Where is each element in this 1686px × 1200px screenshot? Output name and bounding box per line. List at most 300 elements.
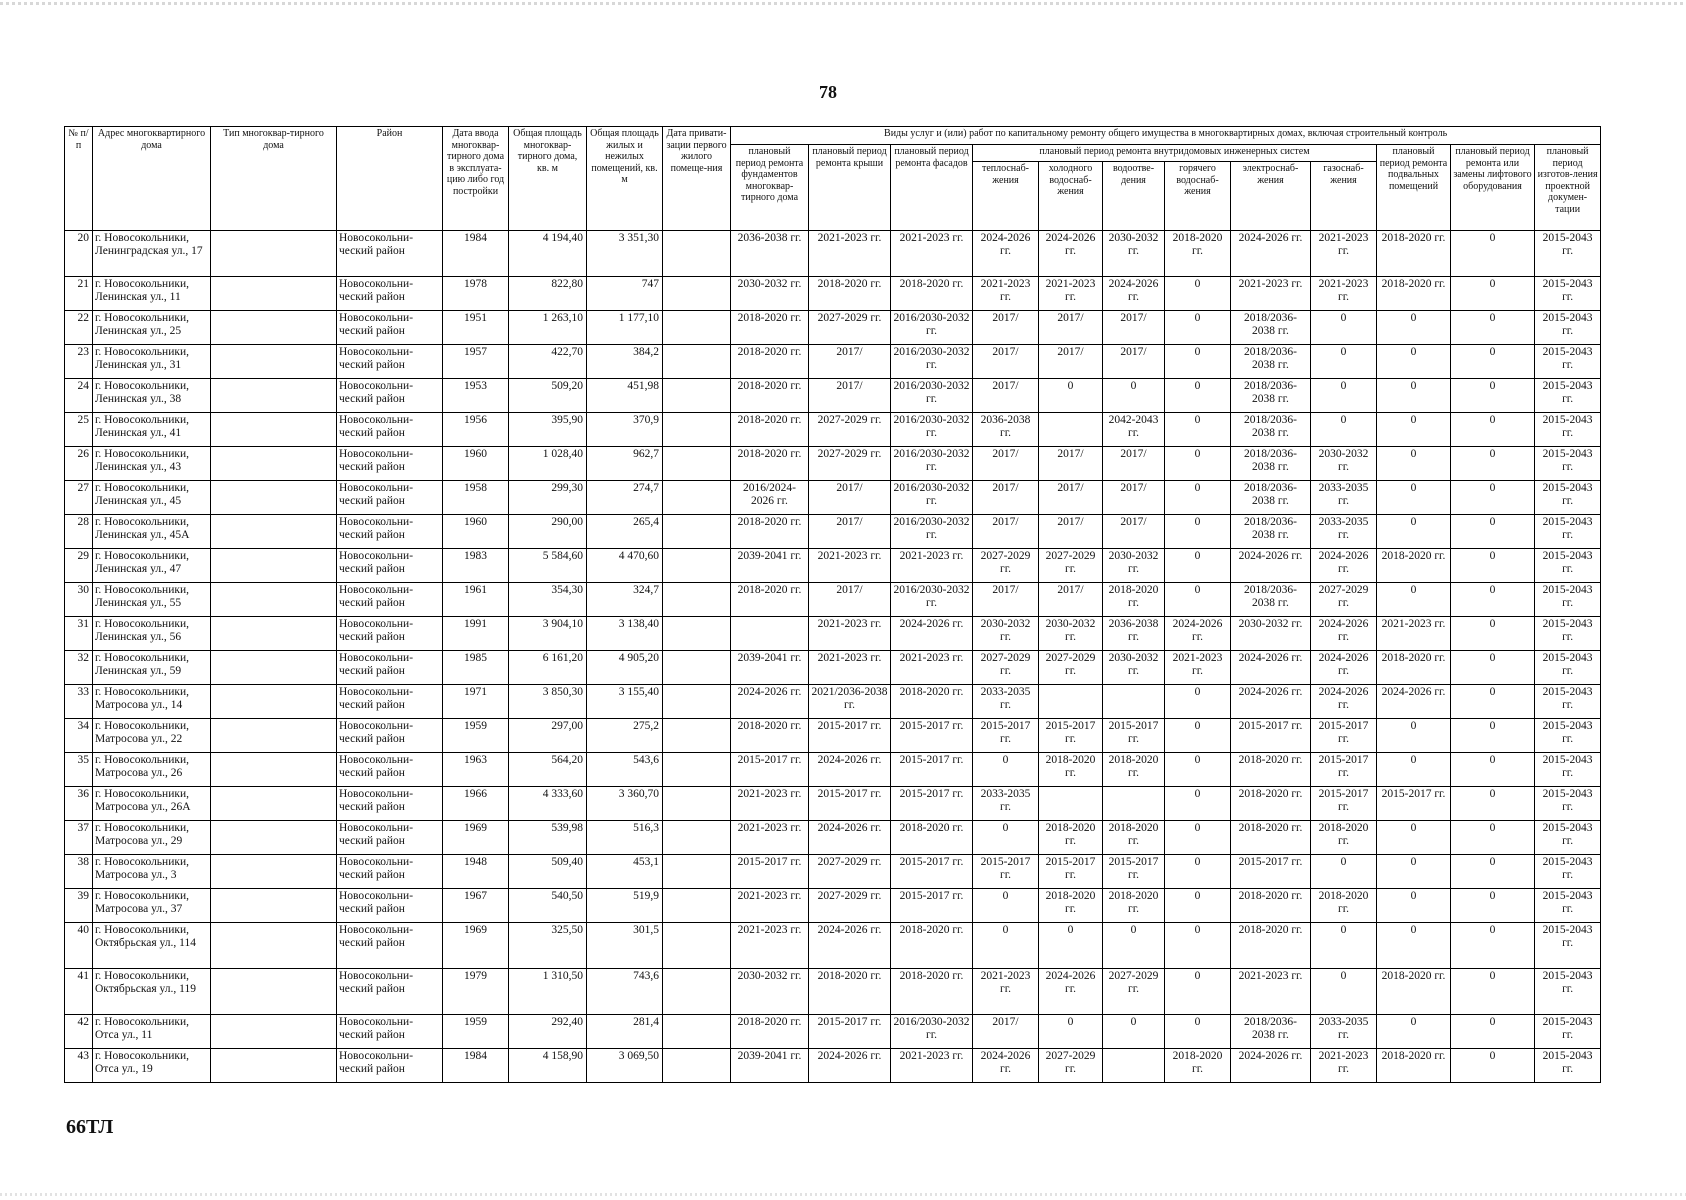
- cell-roof: 2024-2026 гг.: [809, 1049, 891, 1083]
- page-number: 78: [819, 82, 837, 102]
- cell-facade: 2016/2030-2032 гг.: [891, 379, 973, 413]
- cell-design-docs: 2015-2043 гг.: [1535, 379, 1601, 413]
- cell-type: [211, 277, 337, 311]
- cell-living-area: 451,98: [587, 379, 663, 413]
- cell-sewer: 2015-2017 гг.: [1103, 719, 1165, 753]
- cell-type: [211, 481, 337, 515]
- cell-privatization: [663, 969, 731, 1015]
- cell-privatization: [663, 753, 731, 787]
- cell-cold-water: 2024-2026 гг.: [1039, 231, 1103, 277]
- cell-address: г. Новосокольники, Матросова ул., 14: [93, 685, 211, 719]
- cell-gas: 0: [1311, 855, 1377, 889]
- cell-roof: 2018-2020 гг.: [809, 969, 891, 1015]
- cell-district: Новосокольни-ческий район: [337, 583, 443, 617]
- cell-hot-water: 0: [1165, 549, 1231, 583]
- cell-total-area: 4 158,90: [509, 1049, 587, 1083]
- cell-gas: 2015-2017 гг.: [1311, 719, 1377, 753]
- cell-year: 1983: [443, 549, 509, 583]
- cell-district: Новосокольни-ческий район: [337, 787, 443, 821]
- cell-address: г. Новосокольники, Отса ул., 19: [93, 1049, 211, 1083]
- cell-facade: 2018-2020 гг.: [891, 969, 973, 1015]
- row-number: 20: [65, 231, 93, 277]
- cell-electric: 2021-2023 гг.: [1231, 277, 1311, 311]
- cell-roof: 2015-2017 гг.: [809, 787, 891, 821]
- cell-elevator: 0: [1451, 855, 1535, 889]
- cell-type: [211, 379, 337, 413]
- cell-cold-water: 2021-2023 гг.: [1039, 277, 1103, 311]
- cell-heating: 2027-2029 гг.: [973, 651, 1039, 685]
- cell-cold-water: 2018-2020 гг.: [1039, 753, 1103, 787]
- row-number: 25: [65, 413, 93, 447]
- cell-electric: 2018-2020 гг.: [1231, 753, 1311, 787]
- cell-roof: 2015-2017 гг.: [809, 719, 891, 753]
- cell-roof: 2024-2026 гг.: [809, 821, 891, 855]
- cell-district: Новосокольни-ческий район: [337, 515, 443, 549]
- cell-total-area: 422,70: [509, 345, 587, 379]
- cell-hot-water: 0: [1165, 753, 1231, 787]
- cell-elevator: 0: [1451, 311, 1535, 345]
- cell-privatization: [663, 379, 731, 413]
- cell-total-area: 540,50: [509, 889, 587, 923]
- cell-privatization: [663, 617, 731, 651]
- cell-total-area: 292,40: [509, 1015, 587, 1049]
- cell-basement: 0: [1377, 345, 1451, 379]
- cell-facade: 2015-2017 гг.: [891, 787, 973, 821]
- cell-total-area: 325,50: [509, 923, 587, 969]
- cell-year: 1969: [443, 821, 509, 855]
- cell-district: Новосокольни-ческий район: [337, 969, 443, 1015]
- cell-living-area: 3 351,30: [587, 231, 663, 277]
- cell-design-docs: 2015-2043 гг.: [1535, 969, 1601, 1015]
- cell-district: Новосокольни-ческий район: [337, 231, 443, 277]
- cell-design-docs: 2015-2043 гг.: [1535, 231, 1601, 277]
- cell-basement: 2018-2020 гг.: [1377, 549, 1451, 583]
- cell-year: 1956: [443, 413, 509, 447]
- cell-foundation: 2018-2020 гг.: [731, 413, 809, 447]
- cell-sewer: 2030-2032 гг.: [1103, 549, 1165, 583]
- cell-year: 1967: [443, 889, 509, 923]
- cell-year: 1960: [443, 447, 509, 481]
- cell-elevator: 0: [1451, 583, 1535, 617]
- cell-address: г. Новосокольники, Ленинская ул., 41: [93, 413, 211, 447]
- table-row: [65, 311, 1601, 345]
- cell-facade: 2016/2030-2032 гг.: [891, 447, 973, 481]
- cell-living-area: 3 138,40: [587, 617, 663, 651]
- cell-electric: 2018-2020 гг.: [1231, 821, 1311, 855]
- cell-year: 1984: [443, 1049, 509, 1083]
- header-total-area: Общая площадь многоквар-тирного дома, кв. м: [509, 127, 587, 231]
- cell-cold-water: 2027-2029 гг.: [1039, 1049, 1103, 1083]
- cell-sewer: [1103, 685, 1165, 719]
- header-elevator: плановый период ремонта или замены лифтового оборудования: [1451, 145, 1535, 231]
- cell-total-area: 290,00: [509, 515, 587, 549]
- cell-electric: 2018/2036-2038 гг.: [1231, 311, 1311, 345]
- cell-basement: 0: [1377, 1015, 1451, 1049]
- cell-heating: 2024-2026 гг.: [973, 1049, 1039, 1083]
- cell-address: г. Новосокольники, Ленинская ул., 43: [93, 447, 211, 481]
- cell-privatization: [663, 719, 731, 753]
- header-type: Тип многоквар-тирного дома: [211, 127, 337, 231]
- cell-roof: 2017/: [809, 345, 891, 379]
- cell-address: г. Новосокольники, Ленинская ул., 45: [93, 481, 211, 515]
- cell-roof: 2021-2023 гг.: [809, 617, 891, 651]
- cell-design-docs: 2015-2043 гг.: [1535, 787, 1601, 821]
- cell-roof: 2017/: [809, 515, 891, 549]
- cell-cold-water: 2015-2017 гг.: [1039, 855, 1103, 889]
- cell-electric: 2018-2020 гг.: [1231, 787, 1311, 821]
- capital-repair-table: [64, 126, 1601, 1083]
- cell-design-docs: 2015-2043 гг.: [1535, 549, 1601, 583]
- row-number: 27: [65, 481, 93, 515]
- table-row: [65, 923, 1601, 969]
- cell-roof: 2027-2029 гг.: [809, 889, 891, 923]
- cell-basement: 0: [1377, 447, 1451, 481]
- cell-year: 1959: [443, 719, 509, 753]
- cell-district: Новосокольни-ческий район: [337, 1015, 443, 1049]
- table-row: [65, 515, 1601, 549]
- cell-design-docs: 2015-2043 гг.: [1535, 617, 1601, 651]
- cell-sewer: 2015-2017 гг.: [1103, 855, 1165, 889]
- cell-basement: 0: [1377, 923, 1451, 969]
- cell-hot-water: 0: [1165, 855, 1231, 889]
- cell-roof: 2021-2023 гг.: [809, 549, 891, 583]
- cell-privatization: [663, 583, 731, 617]
- cell-elevator: 0: [1451, 923, 1535, 969]
- header-district: Район: [337, 127, 443, 231]
- row-number: 30: [65, 583, 93, 617]
- table-row: [65, 1049, 1601, 1083]
- cell-hot-water: 0: [1165, 719, 1231, 753]
- cell-year: 1953: [443, 379, 509, 413]
- table-row: [65, 231, 1601, 277]
- cell-roof: 2018-2020 гг.: [809, 277, 891, 311]
- table-row: [65, 549, 1601, 583]
- cell-gas: 0: [1311, 345, 1377, 379]
- cell-privatization: [663, 685, 731, 719]
- cell-year: 1961: [443, 583, 509, 617]
- cell-district: Новосокольни-ческий район: [337, 311, 443, 345]
- cell-foundation: 2015-2017 гг.: [731, 753, 809, 787]
- cell-basement: 2018-2020 гг.: [1377, 969, 1451, 1015]
- cell-basement: 0: [1377, 719, 1451, 753]
- cell-electric: 2030-2032 гг.: [1231, 617, 1311, 651]
- header-cold-water: холодного водоснаб-жения: [1039, 162, 1103, 231]
- cell-gas: 2015-2017 гг.: [1311, 787, 1377, 821]
- cell-type: [211, 311, 337, 345]
- row-number: 35: [65, 753, 93, 787]
- cell-foundation: 2030-2032 гг.: [731, 277, 809, 311]
- table-row: [65, 969, 1601, 1015]
- cell-district: Новосокольни-ческий район: [337, 889, 443, 923]
- cell-type: [211, 923, 337, 969]
- cell-elevator: 0: [1451, 685, 1535, 719]
- cell-sewer: 2030-2032 гг.: [1103, 651, 1165, 685]
- cell-cold-water: [1039, 787, 1103, 821]
- cell-electric: 2015-2017 гг.: [1231, 719, 1311, 753]
- table-row: [65, 413, 1601, 447]
- row-number: 32: [65, 651, 93, 685]
- cell-living-area: 747: [587, 277, 663, 311]
- row-number: 24: [65, 379, 93, 413]
- cell-sewer: 2027-2029 гг.: [1103, 969, 1165, 1015]
- cell-design-docs: 2015-2043 гг.: [1535, 413, 1601, 447]
- row-number: 28: [65, 515, 93, 549]
- cell-electric: 2015-2017 гг.: [1231, 855, 1311, 889]
- cell-elevator: 0: [1451, 1015, 1535, 1049]
- cell-foundation: 2039-2041 гг.: [731, 651, 809, 685]
- row-number: 34: [65, 719, 93, 753]
- cell-heating: 0: [973, 821, 1039, 855]
- cell-living-area: 265,4: [587, 515, 663, 549]
- cell-district: Новосокольни-ческий район: [337, 855, 443, 889]
- cell-heating: 2017/: [973, 345, 1039, 379]
- cell-basement: 0: [1377, 515, 1451, 549]
- cell-facade: 2021-2023 гг.: [891, 651, 973, 685]
- cell-foundation: 2018-2020 гг.: [731, 515, 809, 549]
- cell-elevator: 0: [1451, 549, 1535, 583]
- cell-address: г. Новосокольники, Матросова ул., 37: [93, 889, 211, 923]
- cell-gas: 2024-2026 гг.: [1311, 651, 1377, 685]
- cell-heating: 2017/: [973, 1015, 1039, 1049]
- cell-total-area: 354,30: [509, 583, 587, 617]
- cell-roof: 2021/2036-2038 гг.: [809, 685, 891, 719]
- cell-gas: 2024-2026 гг.: [1311, 549, 1377, 583]
- cell-address: г. Новосокольники, Отса ул., 11: [93, 1015, 211, 1049]
- cell-privatization: [663, 413, 731, 447]
- cell-cold-water: 0: [1039, 1015, 1103, 1049]
- row-number: 41: [65, 969, 93, 1015]
- cell-facade: 2016/2030-2032 гг.: [891, 413, 973, 447]
- cell-heating: 2030-2032 гг.: [973, 617, 1039, 651]
- cell-type: [211, 413, 337, 447]
- cell-design-docs: 2015-2043 гг.: [1535, 753, 1601, 787]
- cell-sewer: 2017/: [1103, 515, 1165, 549]
- cell-electric: 2018/2036-2038 гг.: [1231, 447, 1311, 481]
- row-number: 40: [65, 923, 93, 969]
- row-number: 23: [65, 345, 93, 379]
- cell-facade: 2016/2030-2032 гг.: [891, 481, 973, 515]
- cell-heating: 2017/: [973, 311, 1039, 345]
- cell-facade: 2015-2017 гг.: [891, 889, 973, 923]
- cell-design-docs: 2015-2043 гг.: [1535, 855, 1601, 889]
- cell-design-docs: 2015-2043 гг.: [1535, 889, 1601, 923]
- cell-design-docs: 2015-2043 гг.: [1535, 583, 1601, 617]
- cell-electric: 2018/2036-2038 гг.: [1231, 1015, 1311, 1049]
- cell-living-area: 384,2: [587, 345, 663, 379]
- cell-basement: 0: [1377, 889, 1451, 923]
- cell-hot-water: 0: [1165, 447, 1231, 481]
- cell-cold-water: [1039, 685, 1103, 719]
- cell-elevator: 0: [1451, 481, 1535, 515]
- cell-foundation: 2018-2020 гг.: [731, 1015, 809, 1049]
- cell-electric: 2021-2023 гг.: [1231, 969, 1311, 1015]
- cell-gas: 2021-2023 гг.: [1311, 231, 1377, 277]
- cell-elevator: 0: [1451, 617, 1535, 651]
- table-row: [65, 821, 1601, 855]
- cell-heating: 2017/: [973, 481, 1039, 515]
- cell-foundation: 2018-2020 гг.: [731, 719, 809, 753]
- cell-privatization: [663, 855, 731, 889]
- cell-year: 1959: [443, 1015, 509, 1049]
- cell-basement: 2018-2020 гг.: [1377, 1049, 1451, 1083]
- cell-privatization: [663, 231, 731, 277]
- cell-year: 1960: [443, 515, 509, 549]
- cell-type: [211, 855, 337, 889]
- cell-privatization: [663, 923, 731, 969]
- cell-hot-water: 0: [1165, 515, 1231, 549]
- cell-design-docs: 2015-2043 гг.: [1535, 481, 1601, 515]
- row-number: 33: [65, 685, 93, 719]
- cell-district: Новосокольни-ческий район: [337, 379, 443, 413]
- header-basement: плановый период ремонта подвальных помещений: [1377, 145, 1451, 231]
- cell-year: 1957: [443, 345, 509, 379]
- cell-heating: 2017/: [973, 379, 1039, 413]
- header-year: Дата ввода многоквар-тирного дома в эксплуата-цию либо год постройки: [443, 127, 509, 231]
- cell-roof: 2021-2023 гг.: [809, 651, 891, 685]
- cell-type: [211, 345, 337, 379]
- cell-hot-water: 0: [1165, 481, 1231, 515]
- cell-heating: 2027-2029 гг.: [973, 549, 1039, 583]
- cell-district: Новосокольни-ческий район: [337, 413, 443, 447]
- cell-foundation: 2039-2041 гг.: [731, 549, 809, 583]
- table-row: [65, 617, 1601, 651]
- cell-address: г. Новосокольники, Ленинградская ул., 17: [93, 231, 211, 277]
- cell-gas: 2033-2035 гг.: [1311, 515, 1377, 549]
- cell-living-area: 301,5: [587, 923, 663, 969]
- cell-elevator: 0: [1451, 413, 1535, 447]
- cell-sewer: 2018-2020 гг.: [1103, 821, 1165, 855]
- cell-year: 1969: [443, 923, 509, 969]
- cell-gas: 2015-2017 гг.: [1311, 753, 1377, 787]
- cell-heating: 0: [973, 923, 1039, 969]
- cell-district: Новосокольни-ческий район: [337, 753, 443, 787]
- cell-heating: 2021-2023 гг.: [973, 277, 1039, 311]
- cell-roof: 2017/: [809, 379, 891, 413]
- cell-basement: 0: [1377, 753, 1451, 787]
- cell-privatization: [663, 311, 731, 345]
- cell-privatization: [663, 277, 731, 311]
- cell-address: г. Новосокольники, Ленинская ул., 59: [93, 651, 211, 685]
- cell-hot-water: 0: [1165, 889, 1231, 923]
- cell-address: г. Новосокольники, Октябрьская ул., 114: [93, 923, 211, 969]
- cell-foundation: 2021-2023 гг.: [731, 787, 809, 821]
- cell-cold-water: 2017/: [1039, 583, 1103, 617]
- cell-hot-water: 0: [1165, 787, 1231, 821]
- cell-facade: 2016/2030-2032 гг.: [891, 1015, 973, 1049]
- cell-design-docs: 2015-2043 гг.: [1535, 311, 1601, 345]
- cell-elevator: 0: [1451, 277, 1535, 311]
- cell-privatization: [663, 1015, 731, 1049]
- cell-living-area: 4 470,60: [587, 549, 663, 583]
- cell-total-area: 4 194,40: [509, 231, 587, 277]
- cell-foundation: 2036-2038 гг.: [731, 231, 809, 277]
- cell-address: г. Новосокольники, Ленинская ул., 55: [93, 583, 211, 617]
- table-row: [65, 753, 1601, 787]
- cell-year: 1948: [443, 855, 509, 889]
- cell-heating: 2036-2038 гг.: [973, 413, 1039, 447]
- cell-gas: 2024-2026 гг.: [1311, 685, 1377, 719]
- cell-district: Новосокольни-ческий район: [337, 617, 443, 651]
- cell-basement: 2021-2023 гг.: [1377, 617, 1451, 651]
- cell-roof: 2027-2029 гг.: [809, 413, 891, 447]
- cell-gas: 2027-2029 гг.: [1311, 583, 1377, 617]
- cell-foundation: 2018-2020 гг.: [731, 447, 809, 481]
- cell-facade: 2016/2030-2032 гг.: [891, 345, 973, 379]
- cell-cold-water: 2017/: [1039, 515, 1103, 549]
- cell-electric: 2024-2026 гг.: [1231, 231, 1311, 277]
- cell-heating: 2015-2017 гг.: [973, 855, 1039, 889]
- cell-privatization: [663, 345, 731, 379]
- cell-design-docs: 2015-2043 гг.: [1535, 277, 1601, 311]
- cell-facade: 2018-2020 гг.: [891, 277, 973, 311]
- cell-year: 1963: [443, 753, 509, 787]
- cell-heating: 2017/: [973, 447, 1039, 481]
- cell-foundation: 2018-2020 гг.: [731, 311, 809, 345]
- row-number: 38: [65, 855, 93, 889]
- cell-electric: 2024-2026 гг.: [1231, 651, 1311, 685]
- cell-district: Новосокольни-ческий район: [337, 923, 443, 969]
- cell-basement: 0: [1377, 821, 1451, 855]
- cell-privatization: [663, 515, 731, 549]
- table-row: [65, 787, 1601, 821]
- cell-elevator: 0: [1451, 821, 1535, 855]
- cell-elevator: 0: [1451, 345, 1535, 379]
- header-electric: электроснаб-жения: [1231, 162, 1311, 231]
- cell-total-area: 299,30: [509, 481, 587, 515]
- cell-roof: 2017/: [809, 583, 891, 617]
- row-number: 26: [65, 447, 93, 481]
- cell-sewer: 2018-2020 гг.: [1103, 583, 1165, 617]
- cell-gas: 2033-2035 гг.: [1311, 1015, 1377, 1049]
- cell-address: г. Новосокольники, Ленинская ул., 31: [93, 345, 211, 379]
- header-sewer: водоотве-дения: [1103, 162, 1165, 231]
- cell-electric: 2018-2020 гг.: [1231, 889, 1311, 923]
- cell-electric: 2018/2036-2038 гг.: [1231, 583, 1311, 617]
- cell-type: [211, 889, 337, 923]
- cell-sewer: 2024-2026 гг.: [1103, 277, 1165, 311]
- cell-sewer: 2030-2032 гг.: [1103, 231, 1165, 277]
- cell-hot-water: 2024-2026 гг.: [1165, 617, 1231, 651]
- cell-privatization: [663, 549, 731, 583]
- cell-district: Новосокольни-ческий район: [337, 685, 443, 719]
- cell-heating: 0: [973, 753, 1039, 787]
- cell-cold-water: 2015-2017 гг.: [1039, 719, 1103, 753]
- cell-privatization: [663, 481, 731, 515]
- cell-roof: 2021-2023 гг.: [809, 231, 891, 277]
- header-works-group: Виды услуг и (или) работ по капитальному ремонту общего имущества в многоквартирных домах, включая строительный контроль: [731, 127, 1601, 145]
- cell-total-area: 3 850,30: [509, 685, 587, 719]
- cell-cold-water: 2024-2026 гг.: [1039, 969, 1103, 1015]
- cell-cold-water: 2030-2032 гг.: [1039, 617, 1103, 651]
- cell-facade: 2015-2017 гг.: [891, 753, 973, 787]
- cell-basement: 0: [1377, 481, 1451, 515]
- cell-roof: 2027-2029 гг.: [809, 447, 891, 481]
- cell-elevator: 0: [1451, 379, 1535, 413]
- cell-sewer: 2018-2020 гг.: [1103, 889, 1165, 923]
- cell-roof: 2024-2026 гг.: [809, 923, 891, 969]
- cell-gas: 0: [1311, 311, 1377, 345]
- cell-cold-water: 2018-2020 гг.: [1039, 889, 1103, 923]
- cell-elevator: 0: [1451, 651, 1535, 685]
- cell-year: 1958: [443, 481, 509, 515]
- header-roof: плановый период ремонта крыши: [809, 145, 891, 231]
- cell-address: г. Новосокольники, Ленинская ул., 11: [93, 277, 211, 311]
- cell-facade: 2016/2030-2032 гг.: [891, 583, 973, 617]
- cell-roof: 2015-2017 гг.: [809, 1015, 891, 1049]
- cell-type: [211, 651, 337, 685]
- cell-living-area: 3 360,70: [587, 787, 663, 821]
- cell-elevator: 0: [1451, 753, 1535, 787]
